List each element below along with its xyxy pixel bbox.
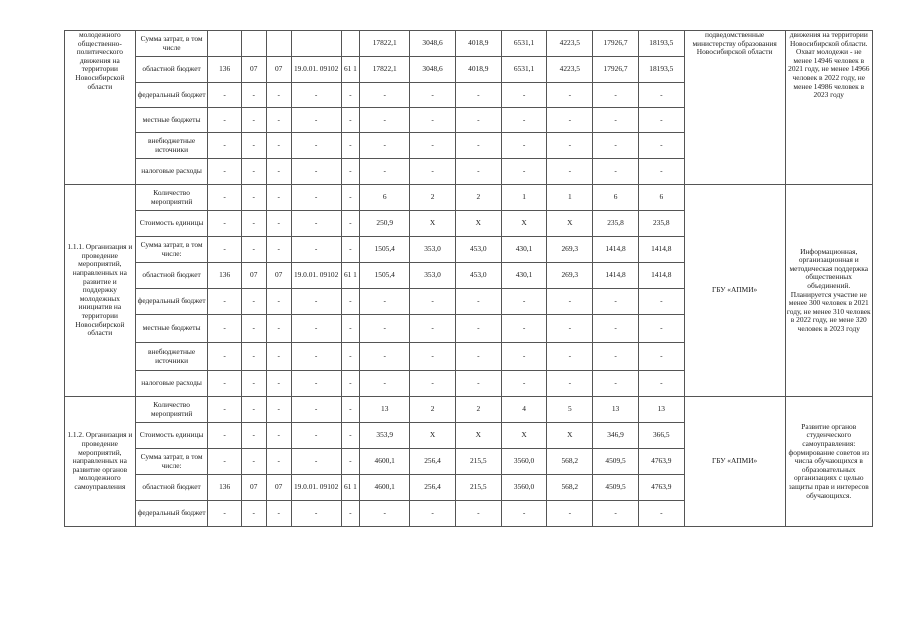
budget-code-cell: - [266,397,291,423]
budget-table-page [64,30,873,527]
value-cell: 430,1 [501,237,547,263]
value-cell: - [593,501,639,527]
value-cell: 6 [638,185,684,211]
value-cell: - [501,343,547,371]
budget-code-cell: - [341,237,360,263]
value-cell: 4763,9 [638,449,684,475]
indicator-label-cell: областной бюджет [135,57,208,83]
indicator-label-cell: Количество мероприятий [135,397,208,423]
responsible-executor-cell: ГБУ «АПМИ» [684,397,785,527]
indicator-label-cell: местные бюджеты [135,315,208,343]
budget-code-cell: - [208,133,241,159]
value-cell: - [638,371,684,397]
value-cell: - [547,501,593,527]
value-cell: 4018,9 [455,57,501,83]
value-cell: - [638,289,684,315]
value-cell: - [638,501,684,527]
value-cell: - [593,108,639,133]
budget-code-cell: - [266,423,291,449]
budget-code-cell: - [341,423,360,449]
expected-result-cell: Информационная, организационная и методическая поддержка общественных объединений. Планируется участие не менее 300 человек в 2021 году, не менее 310 человек в 2022 году, не мене 320 человек в 2023 году [785,185,872,397]
indicator-label-cell: местные бюджеты [135,108,208,133]
value-cell: - [593,315,639,343]
value-cell: 18193,5 [638,57,684,83]
budget-code-cell: - [208,343,241,371]
value-cell: 1505,4 [360,237,410,263]
value-cell: 453,0 [455,263,501,289]
budget-code-cell: - [241,315,266,343]
value-cell: - [410,343,456,371]
indicator-label-cell: федеральный бюджет [135,289,208,315]
budget-code-cell: - [291,449,341,475]
value-cell: 4509,5 [593,475,639,501]
budget-code-cell: - [266,501,291,527]
budget-code-cell: - [241,397,266,423]
value-cell: X [501,423,547,449]
budget-code-cell: - [341,159,360,185]
indicator-label-cell: внебюджетные источники [135,133,208,159]
value-cell: - [547,83,593,108]
value-cell: - [593,343,639,371]
budget-code-cell: - [208,211,241,237]
budget-code-cell: 136 [208,57,241,83]
value-cell: 17822,1 [360,57,410,83]
budget-code-cell: 07 [266,475,291,501]
budget-code-cell: - [266,108,291,133]
value-cell: 13 [593,397,639,423]
indicator-label-cell: Количество мероприятий [135,185,208,211]
budget-code-cell: - [341,133,360,159]
value-cell: - [638,343,684,371]
value-cell: - [593,289,639,315]
budget-code-cell: - [291,159,341,185]
budget-code-cell: - [341,185,360,211]
value-cell: 430,1 [501,263,547,289]
value-cell: 2 [410,397,456,423]
budget-code-cell: 19.0.01. 09102 [291,263,341,289]
budget-code-cell: - [208,449,241,475]
value-cell: - [410,371,456,397]
value-cell: 235,8 [593,211,639,237]
table-row [65,31,873,57]
budget-code-cell: - [266,289,291,315]
value-cell: - [638,108,684,133]
value-cell: 568,2 [547,449,593,475]
budget-code-cell: - [208,237,241,263]
budget-code-cell [266,31,291,57]
value-cell: - [455,289,501,315]
budget-code-cell: - [341,108,360,133]
indicator-label-cell: Стоимость единицы [135,423,208,449]
budget-code-cell: - [208,289,241,315]
value-cell: 4223,5 [547,31,593,57]
indicator-label-cell: внебюджетные источники [135,343,208,371]
value-cell: - [638,159,684,185]
responsible-executor-cell: подведомственные министерству образования Новосибирской области [684,31,785,185]
value-cell: 215,5 [455,449,501,475]
value-cell: - [360,343,410,371]
budget-code-cell [208,31,241,57]
budget-code-cell: - [266,237,291,263]
value-cell: - [547,159,593,185]
budget-code-cell: - [208,371,241,397]
value-cell: 1414,8 [638,237,684,263]
value-cell: 1505,4 [360,263,410,289]
value-cell: 4763,9 [638,475,684,501]
budget-code-cell: - [266,83,291,108]
budget-code-cell: - [266,343,291,371]
value-cell: - [501,371,547,397]
value-cell: - [410,315,456,343]
value-cell: 6 [360,185,410,211]
value-cell: 215,5 [455,475,501,501]
budget-code-cell: - [241,371,266,397]
value-cell: 2 [455,185,501,211]
activity-name-cell: 1.1.1. Организация и проведение мероприятий, направленных на развитие и поддержку молодежных инициатив на территории Новосибирской области [65,185,136,397]
value-cell: - [593,83,639,108]
value-cell: - [360,315,410,343]
value-cell: 3560,0 [501,449,547,475]
value-cell: - [501,133,547,159]
value-cell: - [547,371,593,397]
value-cell: X [455,423,501,449]
budget-code-cell: - [341,501,360,527]
value-cell: - [638,83,684,108]
budget-code-cell: - [241,159,266,185]
budget-code-cell: - [208,159,241,185]
value-cell: - [638,315,684,343]
budget-code-cell: 19.0.01. 09102 [291,475,341,501]
budget-code-cell: - [291,108,341,133]
value-cell: X [410,423,456,449]
value-cell: - [501,289,547,315]
value-cell: 353,0 [410,237,456,263]
budget-code-cell: - [291,315,341,343]
value-cell: 6 [593,185,639,211]
value-cell: - [455,83,501,108]
budget-code-cell: - [341,315,360,343]
value-cell: 3560,0 [501,475,547,501]
budget-code-cell: - [266,185,291,211]
value-cell: - [593,133,639,159]
value-cell: X [455,211,501,237]
budget-code-cell: - [208,83,241,108]
value-cell: 18193,5 [638,31,684,57]
value-cell: X [547,211,593,237]
indicator-label-cell: Стоимость единицы [135,211,208,237]
value-cell: 13 [638,397,684,423]
value-cell: - [360,501,410,527]
budget-code-cell: 136 [208,475,241,501]
value-cell: 4600,1 [360,475,410,501]
value-cell: 1 [547,185,593,211]
indicator-label-cell: областной бюджет [135,263,208,289]
value-cell: - [410,83,456,108]
value-cell: - [547,133,593,159]
value-cell: 3048,6 [410,31,456,57]
budget-code-cell: - [291,371,341,397]
budget-code-cell: 61 1 [341,263,360,289]
budget-code-cell: 07 [241,475,266,501]
responsible-executor-cell: ГБУ «АПМИ» [684,185,785,397]
value-cell: 453,0 [455,237,501,263]
indicator-label-cell: областной бюджет [135,475,208,501]
value-cell: - [410,159,456,185]
budget-code-cell: - [291,397,341,423]
value-cell: - [501,108,547,133]
value-cell: 1414,8 [593,263,639,289]
budget-code-cell: 61 1 [341,475,360,501]
budget-code-cell: 07 [241,57,266,83]
value-cell: - [360,371,410,397]
value-cell: 1414,8 [638,263,684,289]
expected-result-cell: Развитие органов студенческого самоуправления: формирование советов из числа обучающихся в образовательных организациях с целью защиты прав и интересов обучающихся. [785,397,872,527]
value-cell: 5 [547,397,593,423]
value-cell: 256,4 [410,475,456,501]
indicator-label-cell: Сумма затрат, в том числе: [135,449,208,475]
value-cell: 269,3 [547,263,593,289]
value-cell: - [455,501,501,527]
value-cell: - [547,289,593,315]
budget-code-cell: - [241,108,266,133]
budget-code-cell: - [341,83,360,108]
budget-code-cell: - [241,133,266,159]
value-cell: - [455,133,501,159]
value-cell: - [410,108,456,133]
budget-code-cell: - [341,343,360,371]
indicator-label-cell: налоговые расходы [135,159,208,185]
budget-code-cell: - [291,343,341,371]
budget-code-cell: - [341,397,360,423]
value-cell: - [501,83,547,108]
budget-code-cell: - [208,397,241,423]
value-cell: - [501,159,547,185]
indicator-label-cell: федеральный бюджет [135,501,208,527]
value-cell: - [455,315,501,343]
budget-code-cell [341,31,360,57]
value-cell: 250,9 [360,211,410,237]
budget-code-cell: - [266,159,291,185]
value-cell: 1 [501,185,547,211]
value-cell: 1414,8 [593,237,639,263]
budget-code-cell: - [208,315,241,343]
budget-code-cell: - [241,343,266,371]
value-cell: 346,9 [593,423,639,449]
budget-code-cell: - [291,133,341,159]
expected-result-cell: движения на территории Новосибирской области. Охват молодежи - не менее 14946 человек в 2021 году, не менее 14966 человек в 2022 году, не менее 14986 человек в 2023 году [785,31,872,185]
budget-code-cell: - [266,133,291,159]
budget-code-cell: 19.0.01. 09102 [291,57,341,83]
budget-code-cell: 61 1 [341,57,360,83]
budget-code-cell: - [208,108,241,133]
budget-code-cell: - [341,289,360,315]
value-cell: 256,4 [410,449,456,475]
value-cell: 17926,7 [593,31,639,57]
budget-code-cell: - [291,237,341,263]
value-cell: 2 [410,185,456,211]
budget-code-cell: - [241,83,266,108]
budget-code-cell: - [291,185,341,211]
budget-code-cell: - [241,211,266,237]
value-cell: 235,8 [638,211,684,237]
budget-code-cell: - [241,423,266,449]
budget-code-cell: - [291,423,341,449]
value-cell: X [501,211,547,237]
value-cell: - [501,501,547,527]
value-cell: 6531,1 [501,57,547,83]
value-cell: - [547,108,593,133]
budget-code-cell: - [266,449,291,475]
value-cell: 3048,6 [410,57,456,83]
value-cell: - [410,289,456,315]
budget-table [64,30,873,527]
value-cell: - [455,371,501,397]
budget-code-cell: - [241,501,266,527]
value-cell: - [455,159,501,185]
indicator-label-cell: Сумма затрат, в том числе: [135,237,208,263]
value-cell: - [360,159,410,185]
table-row [65,185,873,211]
value-cell: 568,2 [547,475,593,501]
value-cell: 17926,7 [593,57,639,83]
budget-code-cell: 07 [241,263,266,289]
value-cell: - [455,108,501,133]
indicator-label-cell: федеральный бюджет [135,83,208,108]
value-cell: 4600,1 [360,449,410,475]
value-cell: 4509,5 [593,449,639,475]
value-cell: 269,3 [547,237,593,263]
value-cell: 17822,1 [360,31,410,57]
indicator-label-cell: Сумма затрат, в том числе [135,31,208,57]
activity-name-cell: 1.1.2. Организация и проведение мероприятий, направленных на развитие органов молодежного самоуправления [65,397,136,527]
value-cell: - [410,501,456,527]
table-row [65,397,873,423]
value-cell: 4018,9 [455,31,501,57]
budget-code-cell: - [341,449,360,475]
budget-code-cell: - [208,423,241,449]
budget-code-cell [241,31,266,57]
budget-code-cell: 07 [266,57,291,83]
budget-code-cell: - [241,289,266,315]
budget-code-cell: - [266,211,291,237]
budget-code-cell: - [208,501,241,527]
value-cell: 4 [501,397,547,423]
value-cell: X [410,211,456,237]
value-cell: - [360,83,410,108]
budget-code-cell: - [241,449,266,475]
budget-code-cell: - [241,185,266,211]
budget-code-cell: - [291,211,341,237]
indicator-label-cell: налоговые расходы [135,371,208,397]
value-cell: 6531,1 [501,31,547,57]
value-cell: 353,0 [410,263,456,289]
value-cell: - [547,315,593,343]
value-cell: - [638,133,684,159]
budget-code-cell: - [291,289,341,315]
value-cell: 4223,5 [547,57,593,83]
budget-code-cell: - [241,237,266,263]
value-cell: 13 [360,397,410,423]
value-cell: - [547,343,593,371]
budget-code-cell: 136 [208,263,241,289]
value-cell: - [360,133,410,159]
budget-code-cell: 07 [266,263,291,289]
value-cell: 353,9 [360,423,410,449]
value-cell: - [501,315,547,343]
budget-code-cell: - [341,211,360,237]
value-cell: 2 [455,397,501,423]
budget-code-cell: - [208,185,241,211]
value-cell: - [455,343,501,371]
activity-name-cell: молодежного общественно-политического движения на территории Новосибирской области [65,31,136,185]
value-cell: - [593,159,639,185]
value-cell: - [360,289,410,315]
table-body [65,31,873,527]
budget-code-cell: - [266,315,291,343]
value-cell: - [593,371,639,397]
value-cell: X [547,423,593,449]
budget-code-cell: - [341,371,360,397]
budget-code-cell: - [266,371,291,397]
budget-code-cell [291,31,341,57]
budget-code-cell: - [291,501,341,527]
budget-code-cell: - [291,83,341,108]
value-cell: 366,5 [638,423,684,449]
value-cell: - [360,108,410,133]
value-cell: - [410,133,456,159]
